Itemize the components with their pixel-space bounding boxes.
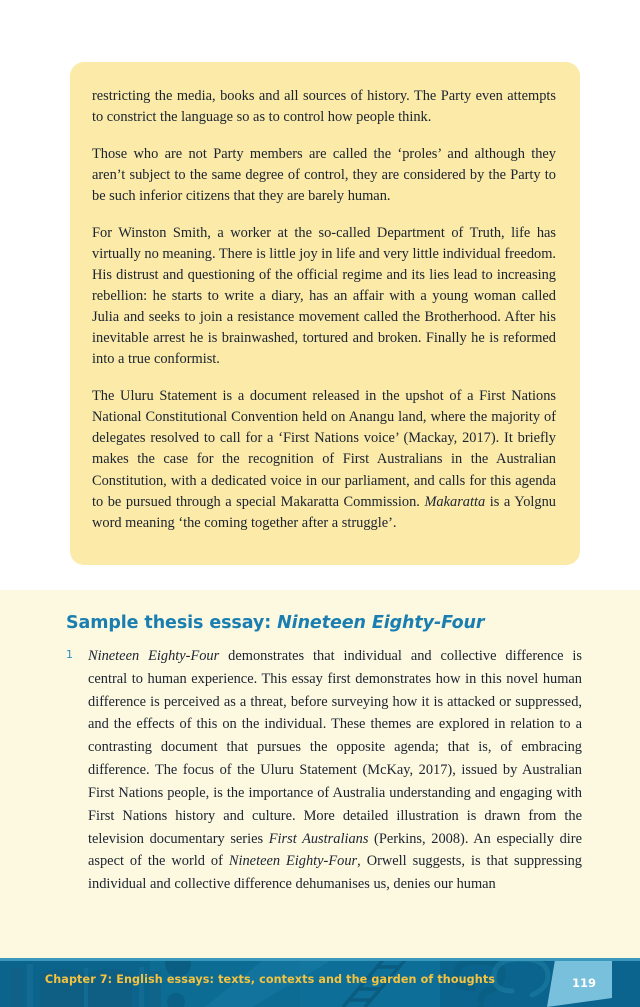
page-footer <box>0 958 640 1007</box>
sample-essay-heading <box>66 613 484 633</box>
footer-page-number: 119 <box>571 976 596 990</box>
essay-text-segment-6: , Orwell suggests, is that suppressing individual and collective difference dehumanises us, denies our human <box>88 853 582 893</box>
uluru-text-before: The Uluru Statement is a document released in the upshot of a First Nations National Constitutional Convention held on Anangu land, where the majority of delegates resolved to call for a ‘First Nations voice’ (Mackay, 2017). It briefly makes the case for the recognition of First Australians in the Australian Constitution, with a dedicated voice in our parliament, and calls for this agenda to be pursued through a special Makaratta Commission. <box>92 388 556 510</box>
sample-essay-panel <box>0 590 640 958</box>
essay-body <box>66 645 582 896</box>
essay-title-italic-1: Nineteen Eighty-Four <box>88 648 220 664</box>
essay-text-segment-2: demonstrates that individual and collective difference is central to human experience. This essay first demonstrates how in this novel human difference is perceived as a threat, before surveying how it is attacked or suppressed, and the effects of this on the individual. These themes are explored in relation to a contrasting document that pursues the opposite agenda; that is, of embracing difference. The focus of the Uluru Statement (McKay, 2017), issued by Australian First Nations people, is the importance of Australia understanding and engaging with First Nations history and culture. More detailed illustration is drawn from the television documentary series <box>88 648 582 847</box>
essay-paragraph-text <box>88 645 582 896</box>
essay-title-italic-2: Nineteen Eighty-Four <box>228 853 358 870</box>
heading-prefix-text: Sample thesis essay: <box>66 613 278 633</box>
uluru-text-after: is a Yolgnu word meaning ‘the coming together after a struggle’. <box>92 493 556 531</box>
numbered-paragraph <box>66 645 582 896</box>
callout-paragraph-uluru <box>92 386 556 533</box>
heading-book-title: Nineteen Eighty-Four <box>277 613 485 633</box>
footer-top-rule <box>0 958 640 961</box>
callout-paragraph-3: For Winston Smith, a worker at the so-called Department of Truth, life has virtually no meaning. There is little joy in life and very little individual freedom. His distrust and questioning of the official regime and its lies lead to increasing rebellion: he starts to write a diary, has an affair with a young woman called Julia and seeks to join a resistance movement called the Brotherhood. After his inevitable arrest he is brainwashed, tortured and broken. Finally he is reformed into a true conformist. <box>92 225 556 368</box>
footer-chapter-title: Chapter 7: English essays: texts, contexts and the garden of thoughts <box>44 973 496 986</box>
callout-paragraph-2: Those who are not Party members are called the ‘proles’ and although they aren’t subject to the same degree of control, they are considered by the Party to be such inferior citizens that they are barely human. <box>92 146 556 205</box>
summary-callout-box <box>70 62 580 565</box>
essay-text-segment-4: (Perkins, 2008). An especially dire aspect of the world of <box>88 830 582 870</box>
callout-paragraph-1: restricting the media, books and all sources of history. The Party even attempts to constrict the language so as to control how people think. <box>92 88 556 126</box>
makaratta-italic-term: Makaratta <box>424 493 486 510</box>
paragraph-number-marker: 1 <box>66 648 73 661</box>
essay-series-italic: First Australians <box>268 830 369 847</box>
